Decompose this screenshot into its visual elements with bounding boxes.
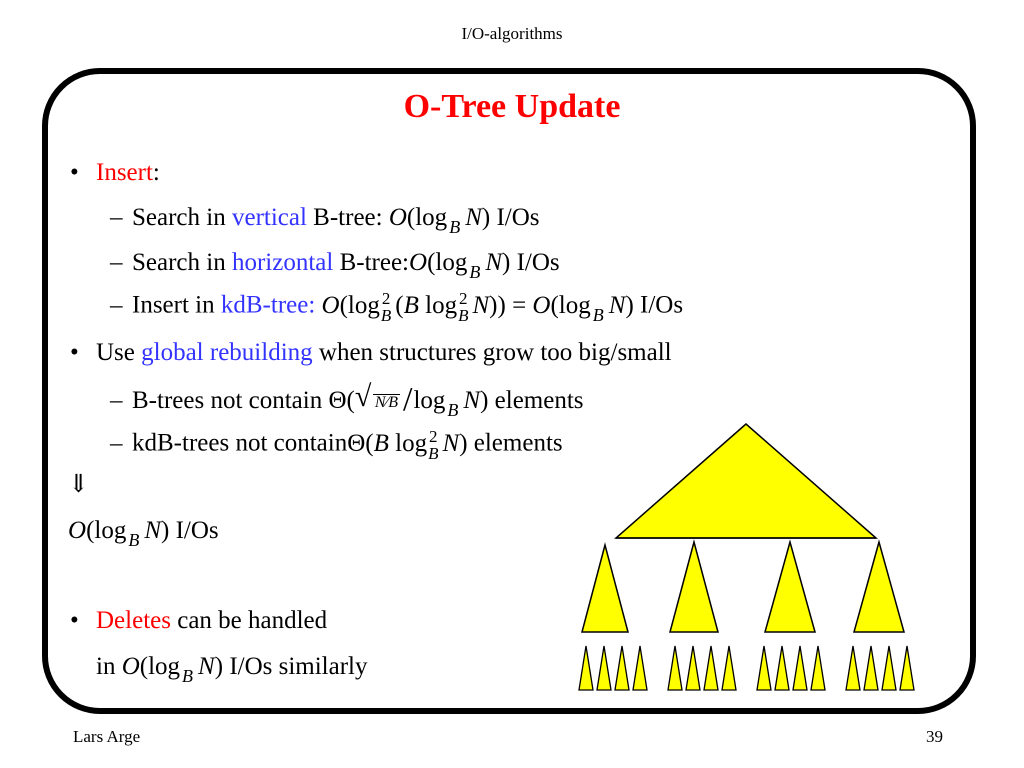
deletes-line2-tail: I/Os similarly <box>229 653 368 680</box>
slide-title: O-Tree Update <box>403 88 621 125</box>
child-triangle <box>582 545 628 632</box>
result-line <box>68 516 219 550</box>
bullet-insert <box>70 158 160 188</box>
leaf-triangle <box>864 646 878 690</box>
leaf-triangle <box>579 646 593 690</box>
slide-header: I/O-algorithms <box>461 24 563 43</box>
leaf-triangle <box>686 646 700 690</box>
leaf-triangle <box>704 646 718 690</box>
leaf-triangle <box>668 646 682 690</box>
bullet-search-vertical <box>110 203 540 237</box>
dash: – <box>110 429 123 457</box>
insert-kdb-highlight: kdB-tree: <box>220 291 316 319</box>
search-vertical-highlight: vertical <box>231 204 307 231</box>
formula-log-b-n: O(log $_B$ N) <box>388 204 491 237</box>
leaf-triangle <box>811 646 825 690</box>
child-triangle <box>854 542 904 632</box>
bullet-dot: • <box>70 159 79 186</box>
leaf-triangle <box>633 646 647 690</box>
rebuild-prefix: Use <box>96 339 142 366</box>
formula-log-b-n: O(log $_B$ N) <box>409 249 511 282</box>
search-horizontal-highlight: horizontal <box>231 249 334 276</box>
implies-arrow: ⇓ <box>68 471 89 498</box>
dash: – <box>110 387 123 414</box>
result-tail: I/Os <box>175 517 219 544</box>
search-horizontal-tail: I/Os <box>516 249 560 276</box>
child-triangle <box>670 542 718 632</box>
insert-kdb-tail: I/Os <box>640 291 684 319</box>
bullet-search-horizontal <box>110 248 560 282</box>
deletes-suffix: can be handled <box>170 607 328 634</box>
leaf-triangle <box>615 646 629 690</box>
insert-label: Insert <box>96 159 153 186</box>
leaf-triangle <box>597 646 611 690</box>
footer-author: Lars Arge <box>73 727 141 746</box>
bullet-btrees <box>110 380 584 420</box>
leaf-triangle <box>757 646 771 690</box>
tree-diagram <box>572 420 932 695</box>
rebuild-highlight: global rebuilding <box>141 339 313 366</box>
search-vertical-prefix: Search in <box>132 204 232 231</box>
insert-kdb-prefix: Insert in <box>132 291 221 319</box>
btrees-tail: elements <box>494 387 584 414</box>
bullet-insert-kdb <box>110 290 683 324</box>
leaf-triangle <box>882 646 896 690</box>
leaf-triangle <box>900 646 914 690</box>
search-vertical-suffix: B-tree: <box>306 204 383 231</box>
search-horizontal-suffix: B-tree: <box>333 249 409 276</box>
footer-page-number: 39 <box>926 727 943 746</box>
btrees-prefix: B-trees not contain <box>132 387 323 414</box>
formula-log-b-n: O(log $_B$ N) <box>121 653 224 686</box>
child-triangle <box>765 542 815 632</box>
bullet-kdbtrees <box>110 428 563 462</box>
dash: – <box>110 204 123 231</box>
rebuild-suffix: when structures grow too big/small <box>312 339 672 366</box>
bullet-dot: • <box>70 607 79 634</box>
formula-theta-sqrt: Θ( √ N⁄B /log $_B$ N) <box>328 380 489 420</box>
bullet-deletes <box>70 606 327 636</box>
deletes-line2-prefix: in <box>96 653 116 680</box>
deletes-line2 <box>96 652 368 686</box>
insert-colon: : <box>152 159 160 186</box>
dash: – <box>110 291 123 319</box>
deletes-highlight: Deletes <box>96 607 171 634</box>
search-vertical-tail: I/Os <box>496 204 540 231</box>
leaf-triangle <box>775 646 789 690</box>
kdbtrees-prefix: kdB-trees not contain <box>132 429 348 457</box>
leaf-triangle <box>793 646 807 690</box>
leaf-triangle <box>846 646 860 690</box>
root-triangle <box>616 424 876 538</box>
bullet-rebuild <box>70 338 672 368</box>
formula-theta-b-log: Θ(B log 2 B N) <box>347 427 468 463</box>
kdbtrees-tail: elements <box>473 429 563 457</box>
search-horizontal-prefix: Search in <box>132 249 232 276</box>
dash: – <box>110 249 123 276</box>
leaf-triangles <box>579 646 914 690</box>
leaf-triangle <box>722 646 736 690</box>
formula-kdb-insert: O(log 2 B (B log 2 B N)) = O(log $_B$ N) <box>321 289 634 325</box>
bullet-dot: • <box>70 339 79 366</box>
formula-log-b-n: O(log $_B$ N) <box>68 517 170 550</box>
